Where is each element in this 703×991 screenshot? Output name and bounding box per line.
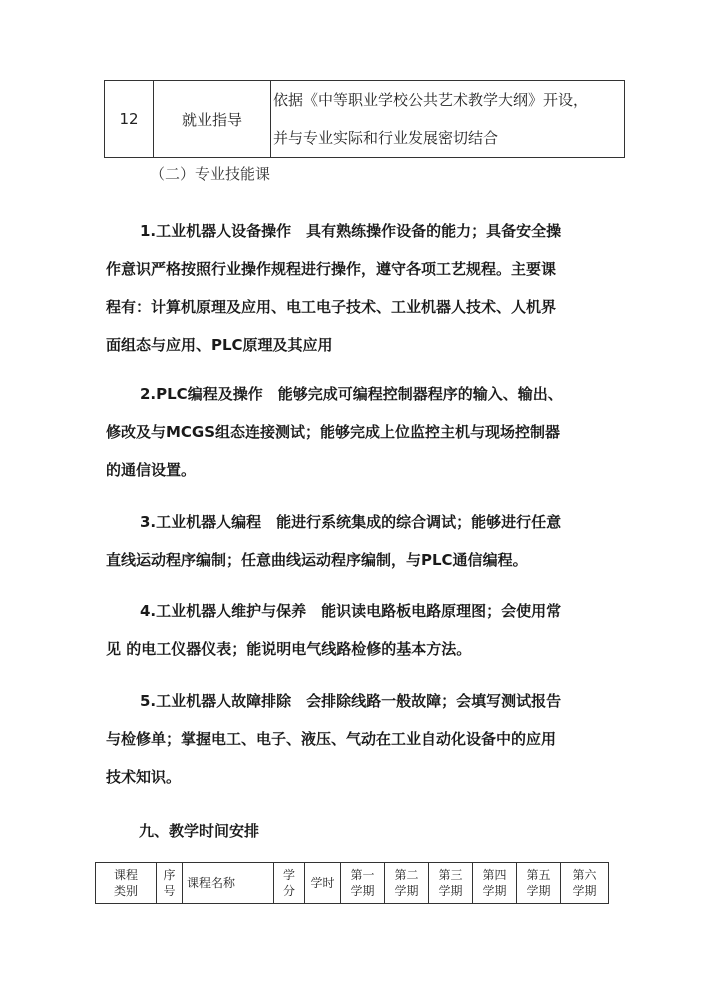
course-table	[104, 80, 625, 158]
paragraph-line: 1.工业机器人设备操作 具有熟练操作设备的能力；具备安全操	[140, 222, 562, 240]
skill-paragraph-1	[106, 212, 610, 364]
skill-paragraph-2	[106, 375, 610, 489]
skill-paragraph-4	[106, 592, 610, 668]
skill-paragraph-3	[106, 503, 610, 579]
paragraph-line: 与检修单；掌握电工、电子、液压、气动在工业自动化设备中的应用	[106, 730, 557, 748]
paragraph-line: 面组态与应用、PLC原理及其应用	[106, 336, 333, 354]
header-semester-3: 第三 学期	[429, 863, 473, 904]
paragraph-line: 的通信设置。	[106, 461, 197, 479]
paragraph-line: 2.PLC编程及操作 能够完成可编程控制器程序的输入、输出、	[140, 385, 563, 403]
course-name: 就业指导	[154, 81, 271, 158]
header-semester-6: 第六 学期	[561, 863, 609, 904]
table-row	[105, 81, 625, 158]
paragraph-line: 修改及与MCGS组态连接测试；能够完成上位监控主机与现场控制器	[106, 423, 561, 441]
paragraph-line: 见 的电工仪器仪表；能说明电气线路检修的基本方法。	[106, 640, 472, 658]
paragraph-line: 程有：计算机原理及应用、电工电子技术、工业机器人技术、人机界	[106, 298, 557, 316]
header-course-name: 课程名称	[183, 863, 274, 904]
schedule-header-row	[96, 863, 609, 904]
header-credits: 学 分	[274, 863, 305, 904]
skill-paragraph-5	[106, 682, 610, 796]
section-title: 九、教学时间安排	[139, 822, 260, 840]
course-number: 12	[105, 81, 154, 158]
paragraph-line: 3.工业机器人编程 能进行系统集成的综合调试；能够进行任意	[140, 513, 562, 531]
paragraph-line: 作意识严格按照行业操作规程进行操作，遵守各项工艺规程。主要课	[106, 260, 557, 278]
course-description-line: 并与专业实际和行业发展密切结合	[273, 129, 499, 147]
header-semester-5: 第五 学期	[517, 863, 561, 904]
schedule-table	[95, 862, 609, 904]
paragraph-line: 直线运动程序编制；任意曲线运动程序编制，与PLC通信编程。	[106, 551, 528, 569]
paragraph-line: 技术知识。	[106, 768, 182, 786]
header-semester-4: 第四 学期	[473, 863, 517, 904]
course-description-line: 依据《中等职业学校公共艺术教学大纲》开设，	[273, 91, 589, 109]
paragraph-line: 5.工业机器人故障排除 会排除线路一般故障；会填写测试报告	[140, 692, 562, 710]
subheading: （二）专业技能课	[150, 165, 271, 183]
course-description	[271, 81, 625, 158]
header-hours: 学时	[305, 863, 341, 904]
header-semester-1: 第一 学期	[341, 863, 385, 904]
header-serial-number: 序 号	[157, 863, 183, 904]
header-semester-2: 第二 学期	[385, 863, 429, 904]
header-course-category: 课程 类别	[96, 863, 157, 904]
paragraph-line: 4.工业机器人维护与保养 能识读电路板电路原理图；会使用常	[140, 602, 562, 620]
